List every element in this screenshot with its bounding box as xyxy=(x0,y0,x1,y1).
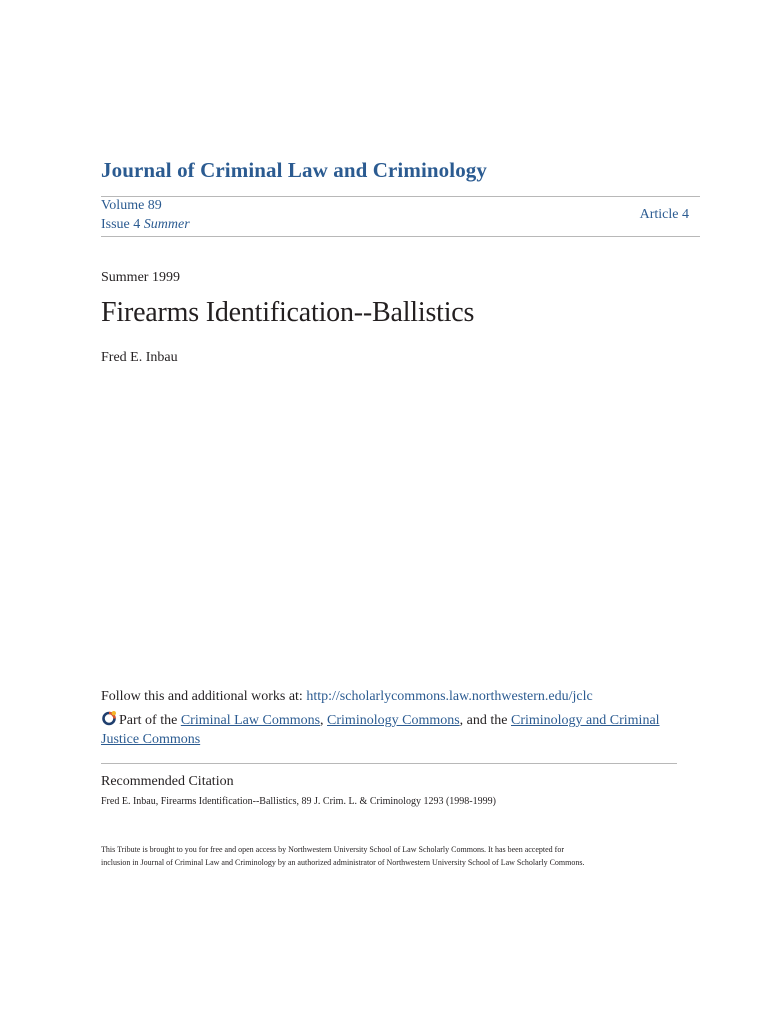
tribute-line-2: inclusion in Journal of Criminal Law and Criminology by an authorized administrator of Northwestern University School of Law Scholarly Commons. xyxy=(101,858,585,867)
part-of-separator-2: , and the xyxy=(459,713,511,728)
part-of-commons xyxy=(101,710,691,749)
journal-title[interactable]: Journal of Criminal Law and Criminology xyxy=(101,158,488,182)
publication-date: Summer 1999 xyxy=(101,270,180,285)
repository-url-link[interactable]: http://scholarlycommons.law.northwestern.edu/jclc xyxy=(306,689,593,704)
criminology-criminal-justice-commons-link[interactable]: Criminology and Criminal Justice Commons xyxy=(101,713,660,747)
issue-number: Issue 4 xyxy=(101,217,141,232)
criminology-commons-link[interactable]: Criminology Commons xyxy=(327,713,460,728)
criminal-law-commons-link[interactable]: Criminal Law Commons xyxy=(180,713,321,728)
author-name: Fred E. Inbau xyxy=(101,350,178,365)
article-title: Firearms Identification--Ballistics xyxy=(101,297,475,328)
citation-divider xyxy=(101,763,677,764)
issue-season: Summer xyxy=(143,217,190,232)
part-of-label: Part of the xyxy=(119,713,181,728)
follow-line xyxy=(101,689,593,705)
header-top-divider xyxy=(101,196,700,197)
follow-label: Follow this and additional works at: xyxy=(101,689,307,704)
network-icon xyxy=(101,710,117,726)
citation-text: Fred E. Inbau, Firearms Identification--Ballistics, 89 J. Crim. L. & Criminology 1293 (1998-1999) xyxy=(101,796,496,807)
tribute-notice xyxy=(101,843,681,869)
part-of-separator-1: , xyxy=(320,713,328,728)
article-number-link[interactable]: Article 4 xyxy=(639,207,689,222)
tribute-line-1: This Tribute is brought to you for free and open access by Northwestern University School of Law Scholarly Commons. It has been accepted for xyxy=(101,845,565,854)
volume-link[interactable]: Volume 89 xyxy=(101,198,162,213)
header-bottom-divider xyxy=(101,236,700,237)
issue-link[interactable] xyxy=(101,217,190,233)
citation-heading: Recommended Citation xyxy=(101,774,234,789)
